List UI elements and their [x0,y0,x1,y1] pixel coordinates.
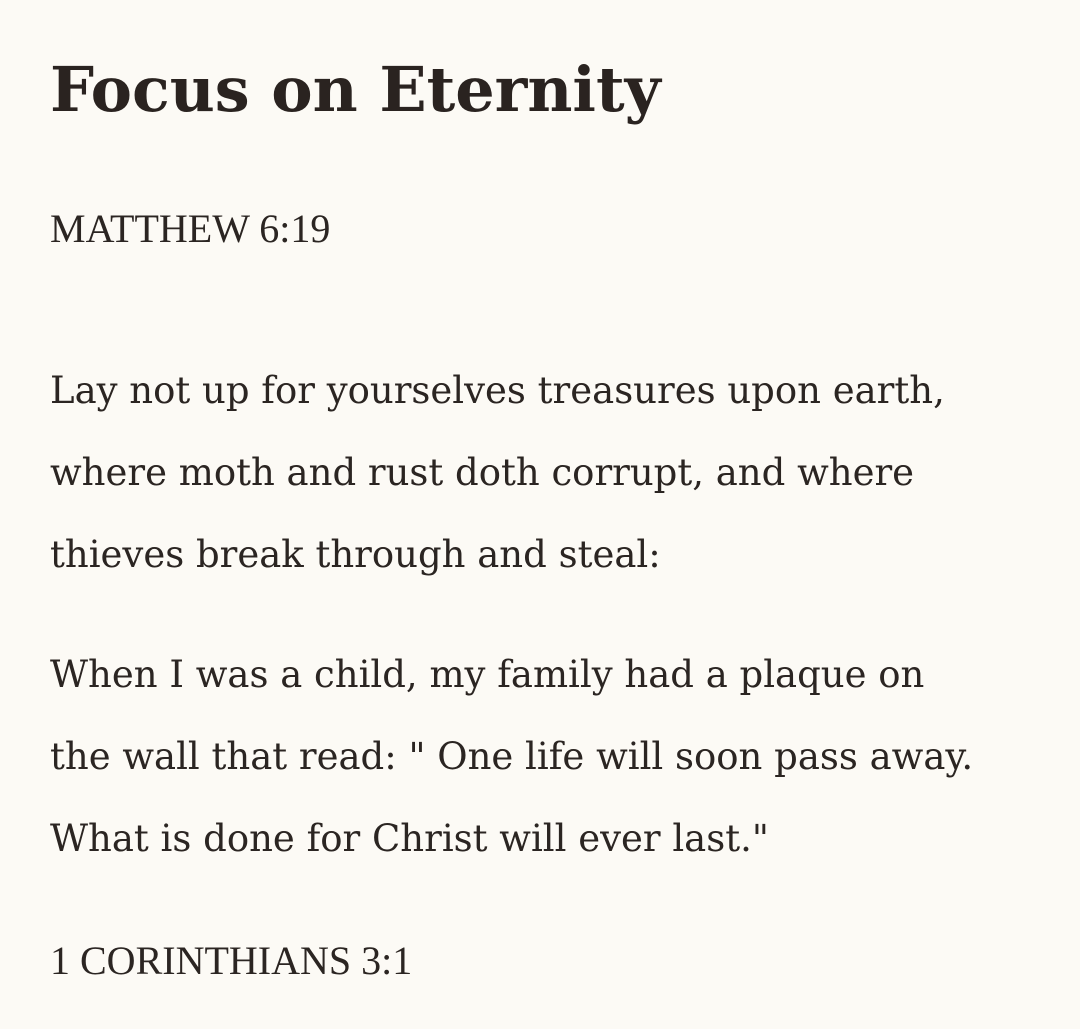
page-title: Focus on Eternity [50,53,661,126]
secondary-reference: 1 CORINTHIANS 3:1 [50,938,413,983]
scripture-text-line: thieves break through and steal: [50,533,661,576]
scripture-text [50,350,945,596]
devotion-text [50,634,973,880]
devotion-text-line: What is done for Christ will ever last." [50,817,769,860]
scripture-text-line: Lay not up for yourselves treasures upon earth, [50,369,945,412]
scripture-reference: MATTHEW 6:19 [50,206,331,251]
devotion-text-line: When I was a child, my family had a plaque on [50,653,925,696]
scripture-text-line: where moth and rust doth corrupt, and where [50,451,915,494]
devotion-text-line: the wall that read: " One life will soon pass away. [50,735,974,778]
